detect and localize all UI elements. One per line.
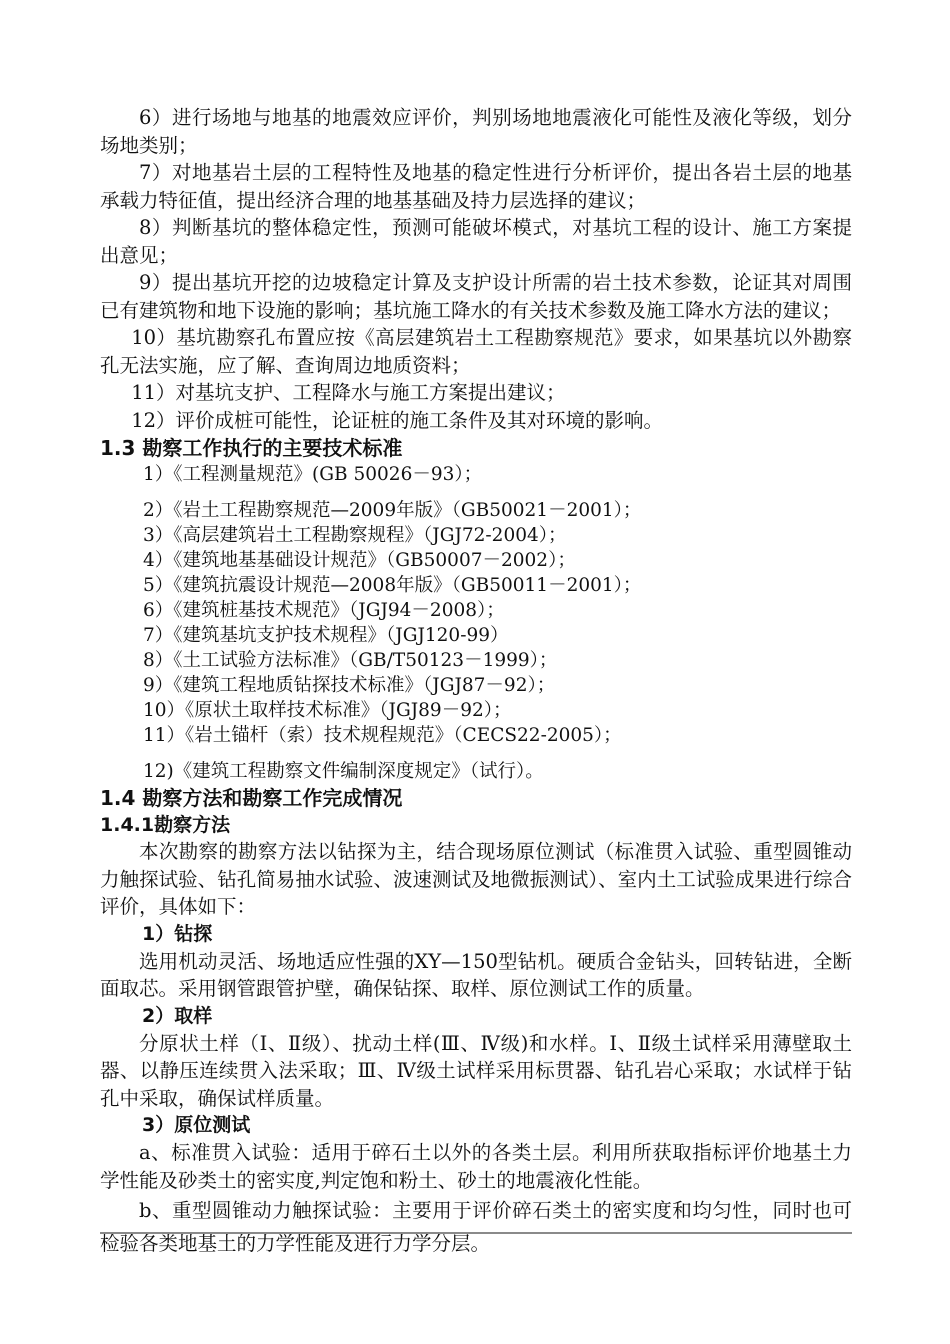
section-heading-1-3: 1.3 勘察工作执行的主要技术标准	[100, 436, 403, 460]
item-heading-sampling: 2）取样	[142, 1004, 213, 1027]
spacer	[100, 748, 852, 759]
standard-ref: 12)《建筑工程勘察文件编制深度规定》（试行）。	[143, 761, 544, 782]
standard-ref: 6）《建筑桩基技术规范》（JGJ94－2008）；	[143, 600, 505, 621]
list-item: 6）进行场地与地基的地震效应评价，判别场地地震液化可能性及液化等级，划分场地类别；	[100, 106, 852, 157]
list-item: 12）评价成桩可能性，论证桩的施工条件及其对环境的影响。	[131, 408, 664, 432]
item-heading-insitu: 3）原位测试	[142, 1114, 251, 1136]
standard-ref: 1）《工程测量规范》(GB 50026－93）；	[143, 464, 483, 485]
document-page	[100, 104, 852, 1260]
standard-ref: 7）《建筑基坑支护技术规程》（JGJ120-99）	[143, 625, 509, 646]
list-item: 10）基坑勘察孔布置应按《高层建筑岩土工程勘察规范》要求，如果基坑以外勘察孔无法实施，应了解、查询周边地质资料；	[100, 326, 852, 377]
standard-ref: 9）《建筑工程地质钻探技术标准》（JGJ87－92）；	[143, 675, 556, 696]
list-item: 8）判断基坑的整体稳定性，预测可能破坏模式，对基坑工程的设计、施工方案提出意见；	[100, 216, 852, 267]
standard-ref: 4）《建筑地基基础设计规范》（GB50007－2002）；	[143, 550, 576, 571]
footer-divider	[100, 1232, 852, 1234]
standard-ref: 3）《高层建筑岩土工程勘察规程》（JGJ72-2004）；	[143, 525, 567, 546]
standard-ref: 2）《岩土工程勘察规范—2009年版》（GB50021－2001）；	[143, 500, 642, 521]
subsection-heading-1-4-1: 1.4.1勘察方法	[100, 814, 231, 836]
list-item: 7）对地基岩土层的工程特性及地基的稳定性进行分析评价，提出各岩土层的地基承载力特征值，提出经济合理的地基基础及持力层选择的建议；	[100, 161, 852, 212]
paragraph: 选用机动灵活、场地适应性强的XY—150型钻机。硬质合金钻头，回转钻进，全断面取芯。采用钢管跟管护壁，确保钻探、取样、原位测试工作的质量。	[100, 949, 852, 1000]
standard-ref: 10）《原状土取样技术标准》（JGJ89－92）；	[143, 700, 512, 721]
standard-ref: 11）《岩土锚杆（索）技术规程规范》（CECS22-2005）；	[143, 725, 622, 746]
paragraph: b、重型圆锥动力触探试验：主要用于评价碎石类土的密实度和均匀性，同时也可检验各类地基土的力学性能及进行力学分层。	[100, 1199, 852, 1255]
standard-ref: 5）《建筑抗震设计规范—2008年版》（GB50011－2001）；	[143, 575, 642, 596]
standard-ref: 8）《土工试验方法标准》（GB/T50123－1999）；	[143, 650, 558, 671]
paragraph: a、标准贯入试验：适用于碎石土以外的各类土层。利用所获取指标评价地基土力学性能及砂类土的密实度,判定饱和粉土、砂土的地震液化性能。	[100, 1141, 852, 1192]
paragraph: 本次勘察的勘察方法以钻探为主，结合现场原位测试（标准贯入试验、重型圆锥动力触探试验、钻孔简易抽水试验、波速测试及地微振测试）、室内土工试验成果进行综合评价，具体如下：	[100, 840, 852, 918]
item-heading-drilling: 1）钻探	[142, 922, 213, 945]
list-item: 11）对基坑支护、工程降水与施工方案提出建议；	[131, 381, 566, 404]
list-item: 9）提出基坑开挖的边坡稳定计算及支护设计所需的岩土技术参数，论证其对周围已有建筑物和地下设施的影响；基坑施工降水的有关技术参数及施工降水方法的建议；	[100, 271, 852, 322]
section-heading-1-4: 1.4 勘察方法和勘察工作完成情况	[100, 786, 403, 810]
spacer	[100, 487, 852, 498]
paragraph: 分原状土样（Ⅰ、Ⅱ级）、扰动土样(Ⅲ、Ⅳ级)和水样。Ⅰ、Ⅱ级土试样采用薄壁取土器、以静压连续贯入法采取；Ⅲ、Ⅳ级土试样采用标贯器、钻孔岩心采取；水试样于钻孔中采取，确保试样质量。	[100, 1031, 852, 1110]
